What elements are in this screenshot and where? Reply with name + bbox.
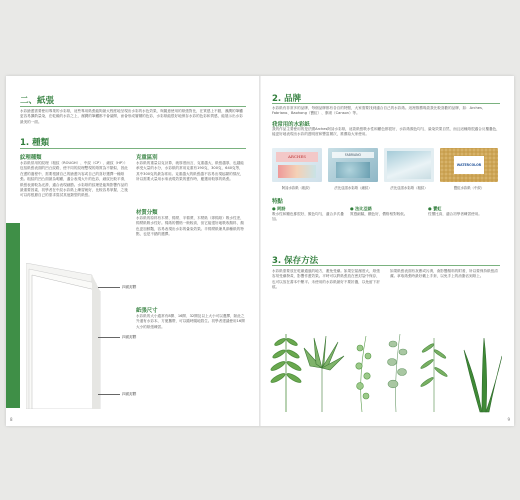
page-number-left: 8	[10, 417, 13, 422]
willow-leaf-icon	[420, 338, 448, 412]
botanical-illustration	[270, 328, 502, 414]
size-body: 水彩紙的大小通常有8開、16開、32開及以上大小可以選擇，除此之外還有水彩本，方便攜帶，可以隨時隨地寫生。初學者建議使用16開大小的紙張練習。	[136, 314, 245, 329]
section-2-title: 品牌	[284, 94, 302, 104]
paper-stack-illustration	[26, 263, 102, 409]
features-title: 特點	[272, 199, 283, 205]
section-1-title: 種類	[32, 138, 50, 148]
feature-title-1: ● 阿詩	[272, 206, 286, 211]
callout-line-3	[98, 394, 120, 395]
my-paper-body: 我的作品主要使用的是法國Arches阿詩水彩紙，這款紙張吸水性和顯色都很好，水彩紙顏色均勻，暈染效果自然，而且這種紙很適合反覆疊色，能更好地表現出水彩的透明度和豐富層次，推薦給大家使用。	[272, 127, 500, 137]
section-1-rule	[20, 148, 246, 149]
my-paper-title: 我常用的水彩紙	[272, 122, 310, 128]
section-2-number: 2.	[272, 94, 282, 104]
material-title: 材質分類	[136, 210, 158, 216]
chapter-title: 二、紙張	[20, 96, 55, 106]
texture-title: 紋理種類	[20, 155, 42, 161]
product-caption-1: 阿詩水彩紙（粗紋）	[281, 186, 313, 190]
callout-label-2: 四面封膠	[122, 335, 137, 339]
right-page	[260, 76, 514, 426]
brand-intro: 水彩紙有非常多的品牌，每個品牌都有各自的特點，大家需要找到適合自己的水彩紙。這裡推薦幾款我比較喜歡的品牌，如：Arches、Fabriano、Baohong（寶虹）、康頌（Canson）等。	[272, 106, 486, 116]
page-number-right: 9	[507, 417, 510, 422]
product-arches	[272, 148, 322, 182]
chapter-rule	[20, 106, 246, 107]
section-2-rule	[272, 103, 500, 104]
feature-title-3: ● 寶虹	[428, 206, 442, 211]
book-spread	[6, 76, 514, 426]
left-page	[6, 76, 260, 426]
feature-title-2: ● 法比亞諾	[350, 206, 372, 211]
weight-title: 克重區別	[136, 155, 158, 161]
section-3-number: 3.	[272, 256, 282, 266]
feature-body-3: 性價比高，適合初學者練習使用。	[428, 212, 482, 216]
material-body: 水彩紙的原料有木漿、棉漿、半棉漿，木漿紙（即棉紙）吸水性差，棉漿紙吸水性好。棉紙的價格一般較高，但它能很好地吸收顏料，顏色更加鮮豔，容易表現出水彩的暈染效果。半棉漿紙兼具兩種紙的特點，也是不錯的選擇。	[136, 216, 244, 237]
grass-leaf-icon	[464, 338, 502, 412]
weight-body: 水彩紙的重量以克計算，就厚度而言，克重越大，紙張越厚，也越能承受大量的水分，水彩紙的常用克重有190克、300克、640克等，其中300克的最為常用。克重越大的紙張越不容易出現起皺的情況，所以需要大量用水來表現效果的畫作時，應選用較厚的紙張。	[136, 161, 244, 182]
texture-body: 水彩紙常用的紋理（粗紋（ROUGH）、中紋（CP）、細紋（HP））包括紙張表面的凹凸紋路，使不同的紋理雙現的紙質為不類似，因此在畫的過程中，需要根據自己的繪畫內容或自己的喜好選擇一種紙張。粗紋的凹凸面最為明顯，適合表現大片的色彩，細紋比較平滑，紙張表面較為光滑，適合表現細節。水彩紙的紋理是能夠影響作品的最重要因素，初學者在中紋水彩紙上練習就好，比較容易掌握，之後可以再根據自己的需求嘗試其他類型的紙張。	[20, 161, 128, 198]
product-arches-swatch	[278, 165, 316, 178]
product-fabriano-swatch	[336, 162, 370, 178]
chapter-intro: 水彩繪畫需要使用專業的水彩紙，這些專用紙張能夠最大程度地呈現出水彩的水色效果，與隨意使用的紙張對比，在質感上不錯，濕潤的筆觸更容易擴散量染，在乾燥的水彩之上，濕潤的筆觸都不會暈開，而會形成層層的色彩，水彩紙能很好地保存水彩的色彩和質感，能展示出水彩最美的一面。	[20, 109, 243, 124]
feature-body-1: 吸水性和顯色都很好，顏色均勻，適合多次疊加。	[272, 212, 344, 222]
product-caption-2: 法比亞諾水彩紙（細紋）	[334, 186, 372, 190]
size-title: 紙張尺寸	[136, 308, 158, 314]
product-fabriano-label: FABRIANO	[332, 152, 374, 158]
vine-leaf-icon	[356, 336, 371, 412]
callout-label-1: 四面封膠	[122, 285, 137, 289]
fern-leaf-icon	[270, 334, 302, 412]
product-fabriano-rough-swatch	[387, 151, 431, 179]
storage-body-2: 如果紙張表面有灰塵或污漬，會影響顏料的附著，所以要保持紙張清潔。拿取紙張時最好戴上手套，以免手上的油脂沾到紙上。	[390, 269, 498, 279]
product-fabriano-rough	[384, 148, 434, 182]
section-1-number: 1.	[20, 138, 30, 148]
product-baohong	[440, 148, 498, 182]
green-decor-bar	[6, 223, 20, 408]
product-caption-3: 法比亞諾水彩紙（粗紋）	[390, 186, 428, 190]
section-3-title: 保存方法	[284, 256, 319, 266]
section-1-heading	[20, 136, 49, 148]
product-baohong-label: WATERCOLOR	[454, 156, 484, 174]
product-arches-label: ARCHES	[276, 152, 318, 162]
palm-leaf-icon	[304, 336, 344, 412]
eucalyptus-icon	[388, 334, 408, 412]
section-3-rule	[272, 265, 500, 266]
product-caption-4: 寶虹水彩紙（中紋）	[453, 186, 485, 190]
feature-body-2: 質感細膩，顯色好，價格相對較低。	[350, 212, 408, 216]
storage-body-1: 水彩紙需要放在乾燥通風的地方，避免受潮。如果空氣濕度大，紙張容易受潮發黃，影響作畫效果。平時可以將紙張放在密封袋中保存，也可以放在書本中壓平。未使用的水彩紙最好不要折疊，以免留下折痕。	[272, 269, 380, 290]
callout-line-1	[98, 287, 120, 288]
product-fabriano-fine	[328, 148, 378, 182]
callout-line-2	[98, 337, 120, 338]
callout-label-3: 四面封膠	[122, 392, 137, 396]
